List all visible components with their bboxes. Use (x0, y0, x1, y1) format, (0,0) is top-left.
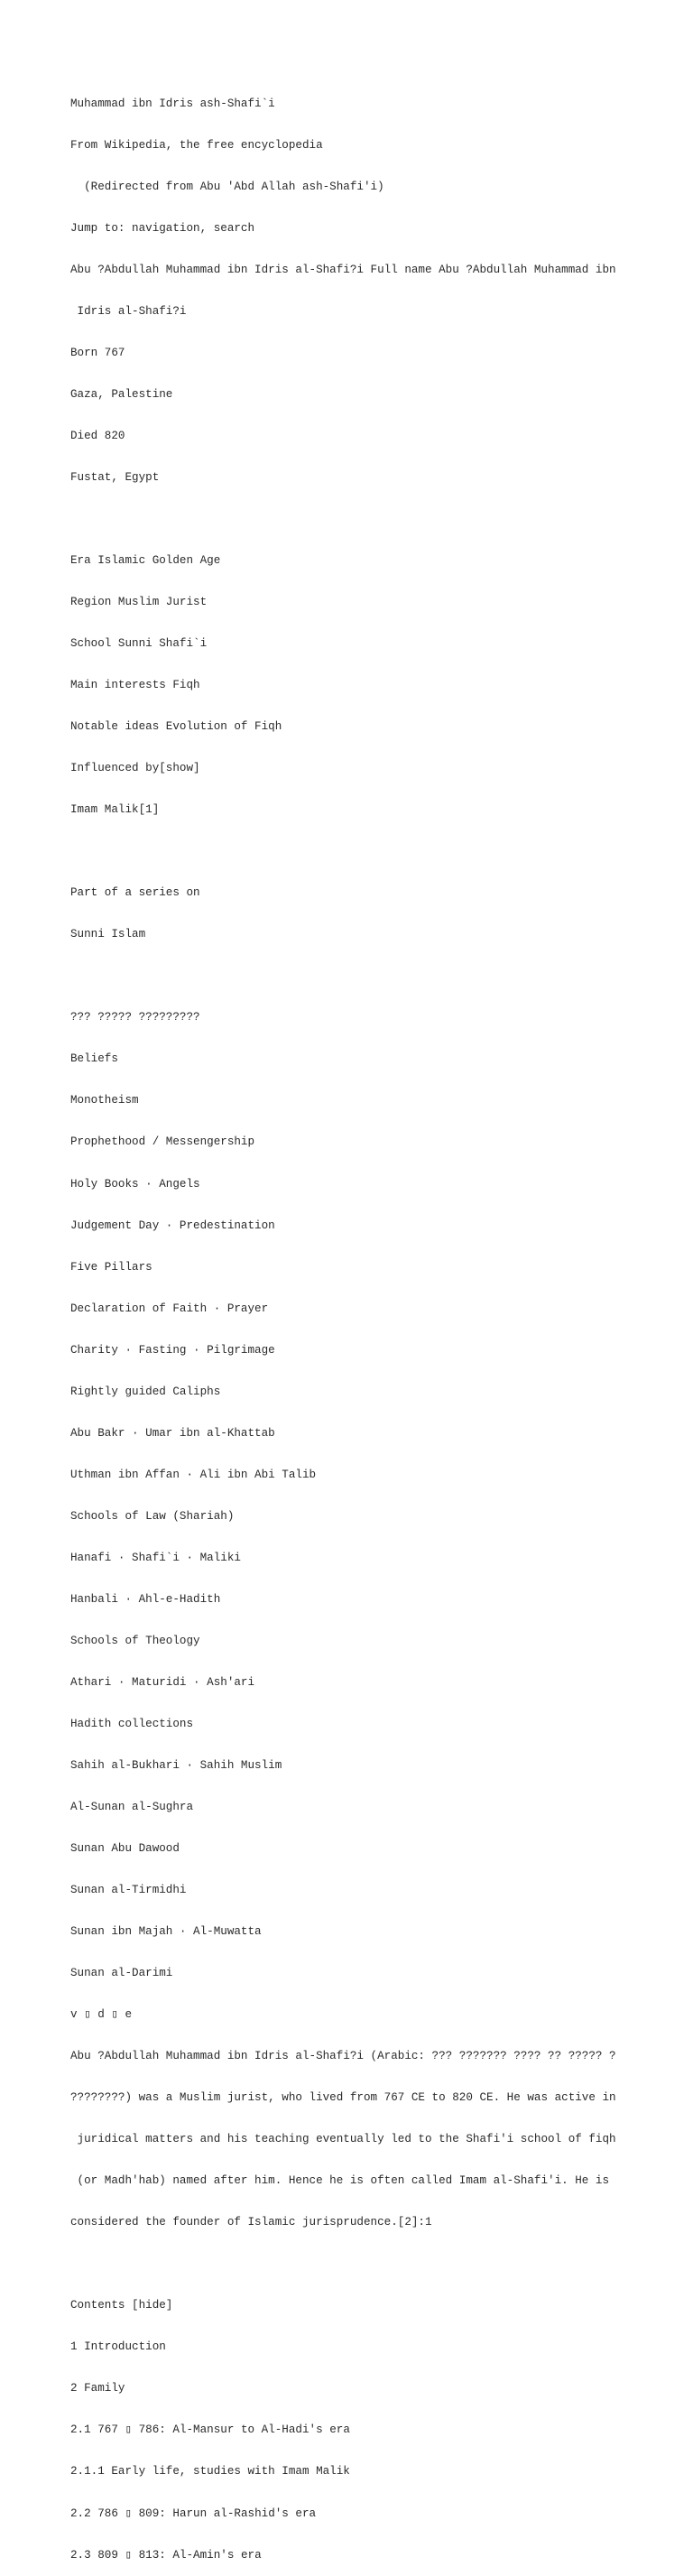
series-box-link[interactable]: Uthman ibn Affan · Ali ibn Abi Talib (70, 1468, 317, 1481)
blank-line (70, 845, 684, 858)
series-box-line: ??? ????? ????????? (70, 1011, 200, 1024)
series-box-line: Part of a series on (70, 886, 200, 900)
infobox-line: Imam Malik[1] (70, 803, 160, 817)
series-box-link[interactable]: Sahih al-Bukhari · Sahih Muslim (70, 1758, 282, 1772)
intro-paragraph-line: considered the founder of Islamic jurisprudence.[2]:1 (70, 2216, 432, 2229)
intro-paragraph-line: Abu ?Abdullah Muhammad ibn Idris al-Shafi?i (Arabic: ??? ??????? ???? ?? ????? ? (70, 2050, 616, 2063)
infobox-line: Gaza, Palestine (70, 387, 173, 401)
toc-item[interactable]: 2.1.1 Early life, studies with Imam Malik (70, 2465, 350, 2479)
series-box-link[interactable]: Sunan al-Darimi (70, 1967, 173, 1980)
infobox-line: School Sunni Shafi`i (70, 637, 208, 651)
series-box-link[interactable]: Sunan al-Tirmidhi (70, 1884, 187, 1897)
series-box-link[interactable]: Holy Books · Angels (70, 1177, 200, 1191)
series-box-link[interactable]: Al-Sunan al-Sughra (70, 1800, 194, 1813)
toc-item[interactable]: 2.3 809 ▯ 813: Al-Amin's era (70, 2548, 262, 2562)
series-box-heading: Schools of Law (Shariah) (70, 1509, 235, 1523)
infobox-line: Born 767 (70, 346, 125, 359)
jump-to-links[interactable]: Jump to: navigation, search (70, 221, 255, 235)
series-box-heading: Beliefs (70, 1052, 118, 1066)
series-box-line: Sunni Islam (70, 928, 146, 941)
infobox-line: Fustat, Egypt (70, 470, 160, 484)
intro-paragraph-line: ????????) was a Muslim jurist, who lived from 767 CE to 820 CE. He was active in (70, 2091, 616, 2105)
series-box-link[interactable]: Athari · Maturidi · Ash'ari (70, 1675, 255, 1689)
navbox-vde-links[interactable]: v ▯ d ▯ e (70, 2008, 133, 2022)
document-text (70, 69, 684, 2576)
infobox-line: Idris al-Shafi?i (70, 304, 187, 318)
series-box-link[interactable]: Monotheism (70, 1094, 139, 1107)
blank-line (70, 2257, 684, 2271)
article-title: Muhammad ibn Idris ash-Shafi`i (70, 97, 275, 110)
redirect-note: (Redirected from Abu 'Abd Allah ash-Shafi'i) (70, 180, 384, 193)
infobox-line: Region Muslim Jurist (70, 596, 208, 609)
toc-item[interactable]: 2.2 786 ▯ 809: Harun al-Rashid's era (70, 2507, 317, 2520)
infobox-line: Main interests Fiqh (70, 679, 200, 692)
series-box-link[interactable]: Abu Bakr · Umar ibn al-Khattab (70, 1426, 275, 1440)
series-box-link[interactable]: Declaration of Faith · Prayer (70, 1302, 269, 1315)
series-box-link[interactable]: Charity · Fasting · Pilgrimage (70, 1343, 275, 1357)
series-box-link[interactable]: Hanbali · Ahl-e-Hadith (70, 1592, 221, 1606)
series-box-heading: Five Pillars (70, 1260, 152, 1274)
series-box-link[interactable]: Sunan ibn Majah · Al-Muwatta (70, 1925, 262, 1939)
toc-item[interactable]: 2.1 767 ▯ 786: Al-Mansur to Al-Hadi's era (70, 2423, 350, 2437)
infobox-line: Era Islamic Golden Age (70, 554, 221, 568)
blank-line (70, 513, 684, 526)
series-box-link[interactable]: Hanafi · Shafi`i · Maliki (70, 1551, 241, 1564)
infobox-line: Abu ?Abdullah Muhammad ibn Idris al-Shafi?i Full name Abu ?Abdullah Muhammad ibn (70, 263, 616, 276)
series-box-heading: Hadith collections (70, 1717, 194, 1730)
series-box-heading: Schools of Theology (70, 1634, 200, 1647)
site-subtitle: From Wikipedia, the free encyclopedia (70, 138, 323, 152)
blank-line (70, 969, 684, 983)
series-box-link[interactable]: Sunan Abu Dawood (70, 1842, 180, 1855)
contents-hide-toggle[interactable]: Contents [hide] (70, 2299, 173, 2312)
toc-item[interactable]: 2 Family (70, 2382, 125, 2395)
intro-paragraph-line: (or Madh'hab) named after him. Hence he is often called Imam al-Shafi'i. He is (70, 2174, 610, 2188)
series-box-link[interactable]: Judgement Day · Predestination (70, 1219, 275, 1232)
series-box-heading: Rightly guided Caliphs (70, 1385, 221, 1398)
intro-paragraph-line: juridical matters and his teaching eventually led to the Shafi'i school of fiqh (70, 2133, 616, 2146)
series-box-link[interactable]: Prophethood / Messengership (70, 1135, 255, 1149)
toc-item[interactable]: 1 Introduction (70, 2340, 166, 2354)
infobox-line: Died 820 (70, 429, 125, 442)
influenced-by-toggle[interactable]: Influenced by[show] (70, 762, 200, 775)
infobox-line: Notable ideas Evolution of Fiqh (70, 720, 282, 734)
